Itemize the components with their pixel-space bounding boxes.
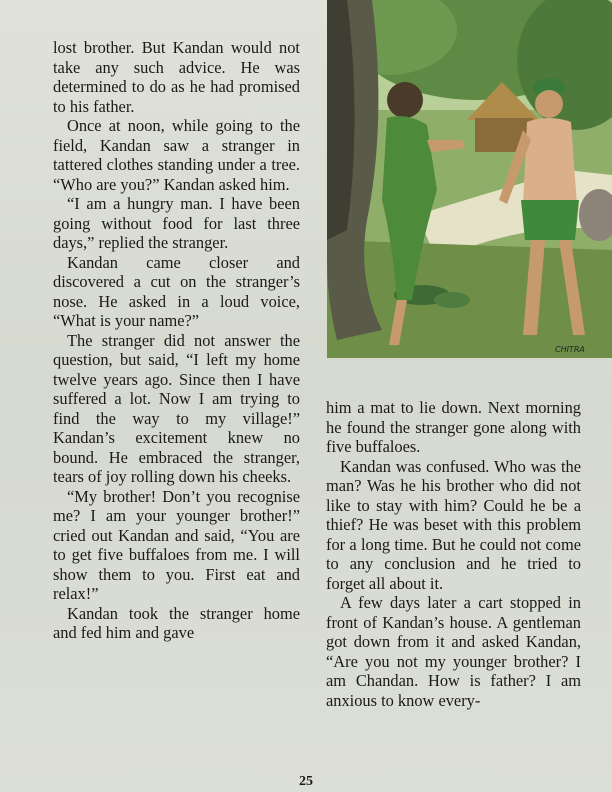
- right-text-column: [326, 398, 581, 710]
- story-illustration: [327, 0, 612, 358]
- paragraph: him a mat to lie down. Next morning he found the stranger gone along with five buffaloes.: [326, 398, 581, 456]
- paragraph: “I am a hungry man. I have been going without food for last three days,” replied the stranger.: [53, 194, 300, 252]
- paragraph: Once at noon, while going to the field, Kandan saw a stranger in tattered clothes standing under a tree. “Who are you?” Kandan asked him.: [53, 116, 300, 194]
- paragraph: Kandan took the stranger home and fed him and gave: [53, 603, 300, 642]
- paragraph: “My brother! Don’t you recognise me? I am your younger brother!” cried out Kandan and said, “You are to get five buffaloes from me. I will show them to you. First eat and relax!”: [53, 486, 300, 603]
- page-number: 25: [299, 774, 313, 789]
- left-text-column: [53, 38, 300, 643]
- paragraph: Kandan came closer and discovered a cut on the stranger’s nose. He asked in a loud voice, “What is your name?”: [53, 252, 300, 330]
- illustration-drawing: [327, 0, 612, 358]
- paragraph: Kandan was confused. Who was the man? Was he his brother who did not like to stay with him? Could he be a thief? He was beset with this problem for a long time. But he could not come to any conclusion and he tried to forget all about it.: [326, 456, 581, 593]
- paragraph: The stranger did not answer the question, but said, “I left my home twelve years ago. Since then I have suffered a lot. Now I am trying to find the way to my village!” Kandan’s excitement knew no bound. He embraced the stranger, tears of joy rolling down his cheeks.: [53, 330, 300, 486]
- paragraph: lost brother. But Kandan would not take any such advice. He was determined to do as he had promised to his father.: [53, 38, 300, 116]
- artist-signature: CHITRA: [555, 345, 585, 354]
- paragraph: A few days later a cart stopped in front of Kandan’s house. A gentleman got down from it and asked Kandan, “Are you not my younger brother? I am Chandan. How is father? I am anxious to know every-: [326, 593, 581, 710]
